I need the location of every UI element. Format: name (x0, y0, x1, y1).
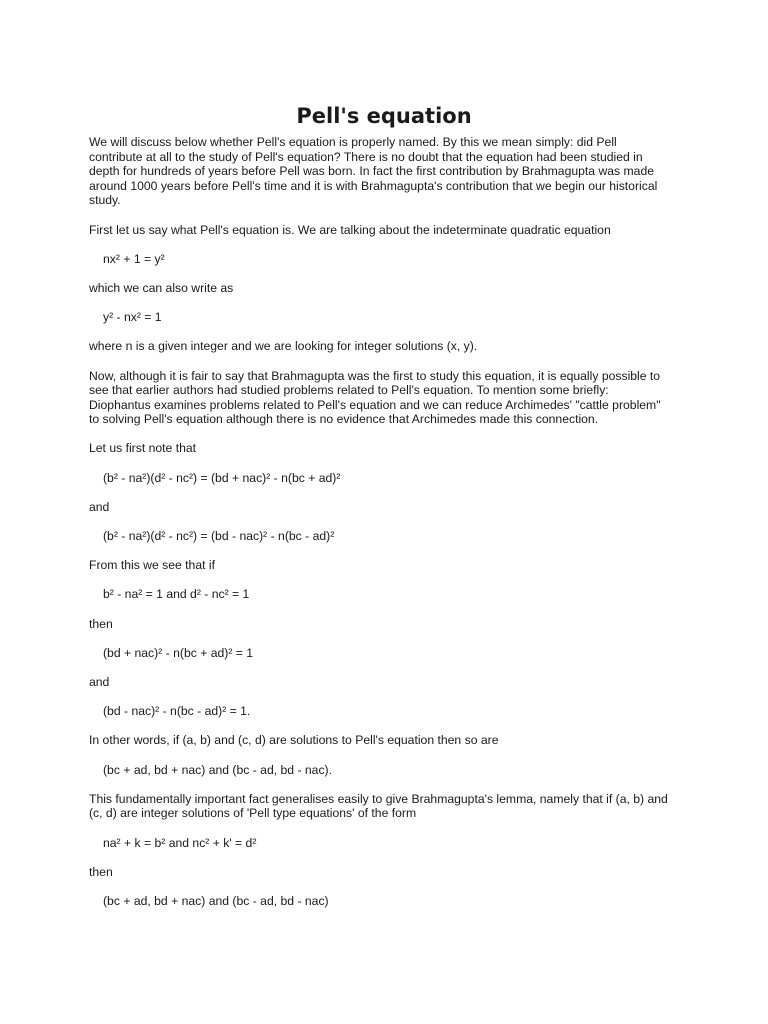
paragraph: then (89, 616, 113, 631)
paragraph: which we can also write as (89, 280, 234, 295)
paragraph: Now, although it is fair to say that Brahmagupta was the first to study this equation, it is equally possible to see that earlier authors had studied problems related to Pell's equation. To mention some briefly: Diophantus examines problems related to Pell's equation and we can reduce Archimedes' "cattle problem" to solving Pell's equation although there is no evidence that Archimedes made this connection. (89, 368, 661, 427)
equation: (b² - na²)(d² - nc²) = (bd + nac)² - n(bc + ad)² (103, 470, 341, 485)
paragraph: First let us say what Pell's equation is. We are talking about the indeterminate quadratic equation (89, 222, 611, 237)
paragraph: and (89, 499, 110, 514)
equation: y² - nx² = 1 (103, 310, 162, 325)
paragraph: From this we see that if (89, 558, 215, 573)
page-title: Pell's equation (296, 104, 472, 128)
equation: (bd - nac)² - n(bc - ad)² = 1. (103, 704, 251, 719)
paragraph: This fundamentally important fact generalises easily to give Brahmagupta's lemma, namely that if (a, b) and (c, d) are integer solutions of 'Pell type equations' of the form (89, 791, 668, 821)
equation: (bd + nac)² - n(bc + ad)² = 1 (103, 645, 254, 660)
equation: (bc + ad, bd + nac) and (bc - ad, bd - nac) (103, 893, 329, 908)
paragraph: Let us first note that (89, 441, 197, 456)
paragraph: and (89, 674, 110, 689)
paragraph: In other words, if (a, b) and (c, d) are solutions to Pell's equation then so are (89, 733, 499, 748)
equation: (bc + ad, bd + nac) and (bc - ad, bd - nac). (103, 762, 332, 777)
paragraph: where n is a given integer and we are looking for integer solutions (x, y). (89, 339, 478, 354)
equation: (b² - na²)(d² - nc²) = (bd - nac)² - n(bc - ad)² (103, 529, 335, 544)
equation: b² - na² = 1 and d² - nc² = 1 (103, 587, 250, 602)
paragraph: We will discuss below whether Pell's equation is properly named. By this we mean simply: did Pell contribute at all to the study of Pell's equation? There is no doubt that the equation had been studied in depth for hundreds of years before Pell was born. In fact the first contribution by Brahmagupta was made around 1000 years before Pell's time and it is with Brahmagupta's contribution that we begin our historical study. (89, 135, 658, 208)
equation: nx² + 1 = y² (103, 251, 165, 266)
document-body (89, 135, 681, 923)
equation: na² + k = b² and nc² + k' = d² (103, 835, 257, 850)
paragraph: then (89, 864, 113, 879)
